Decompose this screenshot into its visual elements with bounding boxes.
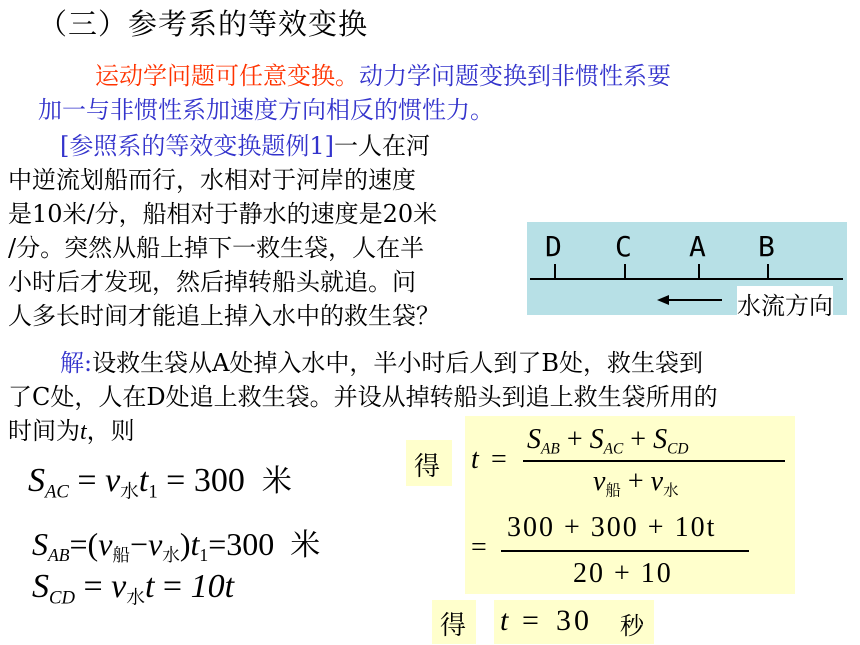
eq3-v: v: [111, 568, 127, 605]
eq1-t: t: [138, 462, 149, 499]
num-s3-sub: CD: [667, 440, 689, 458]
eq2-t-sub: 1: [199, 545, 209, 566]
derive-label-box: [406, 440, 452, 486]
num-s3: S: [653, 424, 668, 455]
equation-sab: $SAB=(v_船-v_水)t_1=300$ 米: [32, 526, 321, 566]
solution-var-t: t: [80, 419, 87, 445]
eq2-v1-sub: 船: [112, 545, 131, 566]
eq2-value: 300: [226, 526, 275, 562]
eq3-v-sub: 水: [126, 587, 145, 609]
flow-arrow-head: [657, 295, 669, 305]
point-label-d: D: [545, 230, 562, 263]
point-label-c: C: [615, 230, 632, 263]
solution-line-3: [8, 411, 135, 446]
equation-scd: SCD = $v_水t = 10t$: [32, 568, 235, 609]
result-t: t: [500, 604, 509, 637]
problem-text-1: 一人在河: [334, 132, 430, 160]
num-s1: S: [527, 424, 541, 455]
problem-line-1: [60, 126, 430, 161]
solution-line-1: [60, 343, 703, 378]
num-s2: S: [589, 424, 604, 455]
derive-eq-1: =: [491, 444, 507, 475]
section-title: （三）参考系的等效变换: [38, 7, 369, 41]
derive-label: 得: [414, 452, 441, 482]
eq3-t: t: [144, 568, 155, 605]
result-unit: 秒: [620, 612, 644, 640]
eq2-t: t: [190, 526, 200, 562]
problem-line-2: 中逆流划船而行，水相对于河岸的速度: [8, 166, 416, 194]
derive-numerator-2: 300 + 300 + 10t: [507, 512, 717, 543]
intro-line-1: [95, 56, 671, 91]
solution-text-1: 设救生袋从A处掉入水中，半小时后人到了B处，救生袋到: [92, 349, 704, 377]
result-eq: =: [522, 604, 539, 637]
num-s1-sub: AB: [541, 440, 560, 458]
eq2-unit: 米: [290, 529, 321, 562]
derive-denominator: $v_船 + v_水$: [593, 466, 679, 500]
point-label-a: A: [689, 230, 706, 263]
result-value: 30: [556, 604, 592, 637]
eq2-v2-sub: 水: [162, 545, 180, 566]
solution-label: 解:: [60, 349, 93, 377]
derive-eq-2: =: [471, 532, 487, 563]
eq1-s: S: [28, 462, 45, 499]
intro-dynamics-text: 动力学问题变换到非惯性系要: [359, 62, 671, 90]
point-label-b: B: [758, 230, 775, 263]
problem-line-3: 是10米/分，船相对于静水的速度是20米: [8, 200, 438, 228]
eq3-s-sub: CD: [49, 587, 75, 609]
eq2-s: S: [32, 526, 48, 562]
eq1-v-sub: 水: [120, 481, 139, 503]
eq2-s-sub: AB: [48, 545, 70, 566]
solution-text-3b: ，则: [86, 417, 135, 445]
num-s2-sub: AC: [603, 440, 624, 458]
problem-line-5: 小时后才发现，然后掉转船头就追。问: [8, 268, 416, 296]
eq2-v1: v: [98, 526, 113, 562]
derive-t: t: [471, 444, 479, 475]
intro-kinematics-text: 运动学问题可任意变换。: [95, 62, 359, 90]
equation-sac: SAC = $v_水t_1 = 300$ 米: [28, 462, 292, 503]
den-v1: v: [593, 466, 606, 497]
problem-line-4: /分。突然从船上掉下一救生袋，人在半: [8, 234, 425, 262]
eq1-unit: 米: [261, 465, 292, 498]
eq2-v2: v: [148, 526, 163, 562]
eq1-t-sub: 1: [148, 481, 158, 503]
eq3-s: S: [32, 568, 49, 605]
derive-numerator: SAB + SAC + SCD: [527, 424, 689, 458]
solution-text-3a: 时间为: [8, 417, 80, 445]
fraction-bar-1: [523, 460, 785, 462]
result-box: [494, 600, 654, 644]
eq1-s-sub: AC: [45, 481, 69, 503]
den-v2-sub: 水: [663, 482, 679, 500]
den-v2: v: [650, 466, 664, 497]
eq3-value: 10t: [190, 568, 235, 605]
den-v1-sub: 船: [605, 482, 621, 500]
eq1-v: v: [105, 462, 121, 499]
derivation-box: [465, 416, 795, 594]
result-label-box: [432, 600, 476, 644]
derive-denominator-2: 20 + 10: [573, 558, 673, 589]
flow-direction-label: 水流方向: [737, 286, 833, 321]
result-label: 得: [440, 611, 467, 641]
eq1-value: 300: [193, 462, 245, 499]
intro-line-2: 加一与非惯性系加速度方向相反的惯性力。: [38, 96, 494, 124]
problem-label: [参照系的等效变换题例1]: [60, 132, 334, 160]
problem-line-6: 人多长时间才能追上掉入水中的救生袋？: [8, 302, 440, 330]
solution-line-2: 了C处，人在D处追上救生袋。并设从掉转船头到追上救生袋所用的: [8, 383, 718, 411]
fraction-bar-2: [501, 550, 749, 552]
